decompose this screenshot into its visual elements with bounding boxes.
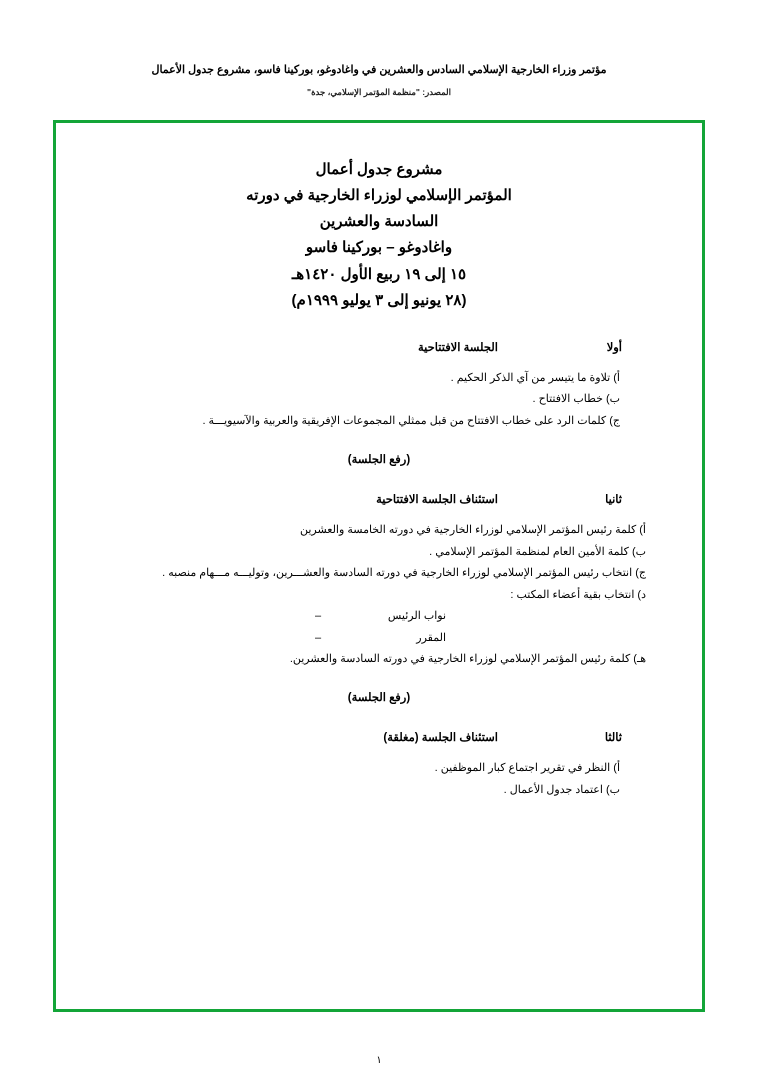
list-item: أ) كلمة رئيس المؤتمر الإسلامي لوزراء الخارجية في دورته الخامسة والعشرين [299, 524, 646, 537]
list-item: ب) اعتماد جدول الأعمال . [503, 783, 620, 796]
list-item: ب) كلمة الأمين العام لمنظمة المؤتمر الإسلامي . [429, 545, 646, 558]
section-note-first: (رفع الجلسة) [347, 454, 411, 467]
list-item: هـ) كلمة رئيس المؤتمر الإسلامي لوزراء الخارجية في دورته السادسة والعشرين. [289, 652, 646, 665]
document-header-title: مؤتمر وزراء الخارجية الإسلامي السادس والعشرين في واغادوغو، بوركينا فاسو، مشروع جدول الأعمال [151, 64, 607, 76]
agenda-section-third [102, 730, 656, 801]
list-item: أ) النظر في تقرير اجتماع كبار الموظفين . [434, 762, 620, 775]
list-item: ج) انتخاب رئيس المؤتمر الإسلامي لوزراء الخارجية في دورته السادسة والعشـــرين، وتوليـــه مـــهام منصبه . [162, 567, 646, 580]
title-line-4: واغادوغو – بوركينا فاسو [305, 239, 453, 257]
list-item: أ) تلاوة ما يتيسر من آي الذكر الحكيم . [450, 372, 620, 384]
document-source-line: المصدر: "منظمة المؤتمر الإسلامي، جدة" [307, 86, 451, 97]
agenda-section-first [102, 340, 656, 466]
section-ordinal-second: ثانيا [605, 494, 622, 507]
list-item: ج) كلمات الرد على خطاب الافتتاح من قبل ممثلي المجموعات الإفريقية والعربية والآسيويـــة . [202, 414, 620, 427]
title-line-6: (٢٨ يونيو إلى ٣ يوليو ١٩٩٩م) [291, 291, 467, 309]
section-ordinal-third: ثالثا [604, 732, 622, 745]
section-items-second-continued [102, 649, 656, 670]
section-items-first [102, 368, 656, 432]
list-item [102, 606, 656, 627]
section-title-third: استئناف الجلسة (مغلقة) [383, 732, 498, 745]
title-line-3: السادسة والعشرين [319, 213, 439, 230]
page-number: ١ [376, 1055, 382, 1066]
section-note-second: (رفع الجلسة) [347, 692, 411, 705]
section-ordinal-first: أولا [606, 342, 622, 354]
list-item: د) انتخاب بقية أعضاء المكتب : [510, 588, 646, 601]
section-heading-third [102, 730, 656, 744]
section-items-second [102, 520, 656, 606]
bullet-dash-icon: – [314, 631, 322, 644]
list-item [102, 628, 656, 649]
sub-item-label: المقرر [416, 631, 446, 644]
section-heading-first [102, 340, 656, 354]
title-line-1: مشروع جدول أعمال [315, 160, 443, 178]
section-sub-items-second [102, 606, 656, 649]
section-items-third [102, 758, 656, 801]
list-item: ب) خطاب الافتتاح . [532, 393, 620, 406]
section-title-second: استئناف الجلسة الافتتاحية [376, 494, 498, 507]
section-heading-second [102, 492, 656, 506]
title-line-2: المؤتمر الإسلامي لوزراء الخارجية في دورته [246, 186, 512, 204]
bullet-dash-icon: – [314, 610, 322, 623]
section-title-first: الجلسة الافتتاحية [418, 342, 498, 354]
agenda-title-block [102, 157, 656, 315]
green-bordered-content-frame [53, 120, 705, 1012]
agenda-section-second [102, 492, 656, 704]
sub-item-label: نواب الرئيس [387, 610, 446, 623]
title-line-5: ١٥ إلى ١٩ ربيع الأول ١٤٢٠هـ [291, 265, 467, 283]
